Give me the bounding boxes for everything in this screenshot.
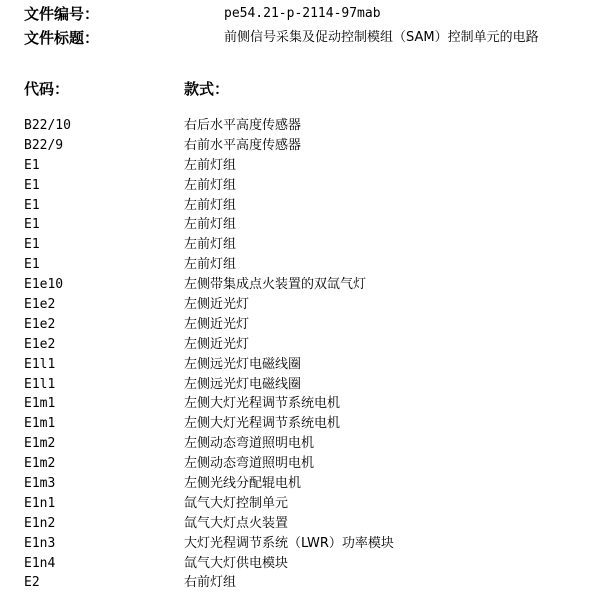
component-code: E1 [24,217,40,233]
component-code: E1m3 [24,476,56,492]
component-description: 左侧大灯光程调节系统电机 [184,416,341,432]
list-item [24,116,302,136]
component-code: B22/9 [24,137,64,153]
component-description: 氙气大灯供电模块 [184,555,289,571]
component-code: E1l1 [24,376,56,392]
doc-title-row [24,28,539,48]
component-code: E1n3 [24,535,56,551]
component-code: E1m2 [24,436,56,452]
list-item [24,196,237,216]
component-description: 氙气大灯点火装置 [184,515,289,531]
component-description: 左前灯组 [184,157,237,173]
list-item [24,275,367,295]
component-description: 左侧近光灯 [184,336,250,352]
component-description: 左前灯组 [184,237,237,253]
component-code: E1e2 [24,316,56,332]
component-description: 氙气大灯控制单元 [184,495,289,511]
component-code: E1e10 [24,277,64,293]
list-item [24,355,302,375]
list-item [24,295,250,315]
component-description: 左侧近光灯 [184,316,250,332]
component-description: 右前水平高度传感器 [184,137,302,153]
component-description: 左侧动态弯道照明电机 [184,436,315,452]
component-description: 左前灯组 [184,217,237,233]
doc-title-label: 文件标题： [24,29,100,47]
component-code: E1m2 [24,456,56,472]
component-description: 左侧远光灯电磁线圈 [184,356,302,372]
component-description: 左侧远光灯电磁线圈 [184,376,302,392]
component-code: E1n2 [24,515,56,531]
component-code: B22/10 [24,118,71,133]
component-code: E1 [24,257,40,273]
component-code: E1m1 [24,416,56,432]
list-item [24,394,341,414]
column-headers [24,78,230,100]
list-item [24,176,237,196]
component-code: E1m1 [24,396,56,412]
list-item [24,474,302,494]
list-item [24,335,250,355]
list-item [24,255,237,275]
component-description: 左前灯组 [184,257,237,273]
component-description: 左侧光线分配辊电机 [184,476,302,492]
code-column-header: 代码： [24,80,70,98]
component-code: E1 [24,197,40,213]
component-code: E1e2 [24,297,56,313]
doc-number-value: pe54.21-p-2114-97mab [224,6,381,21]
component-description: 大灯光程调节系统（LWR）功率模块 [184,535,394,551]
list-item [24,315,250,335]
list-item [24,573,237,593]
list-item [24,534,394,554]
list-item [24,235,237,255]
list-item [24,454,315,474]
component-code: E1n4 [24,555,56,571]
component-code: E1 [24,177,40,193]
component-code: E1 [24,157,40,173]
list-item [24,434,315,454]
list-item [24,136,302,156]
component-code: E1l1 [24,356,56,372]
component-description: 左侧近光灯 [184,297,250,313]
component-description: 右后水平高度传感器 [184,118,302,133]
component-code: E1n1 [24,495,56,511]
list-item [24,514,289,534]
list-item [24,494,289,514]
doc-title-value: 前侧信号采集及促动控制模组（SAM）控制单元的电路 [224,30,539,45]
doc-number-label: 文件编号： [24,5,100,23]
style-column-header: 款式： [184,80,230,98]
component-code: E1 [24,237,40,253]
component-code: E1e2 [24,336,56,352]
list-item [24,215,237,235]
component-list [24,116,394,593]
list-item [24,156,237,176]
component-description: 左侧带集成点火装置的双氙气灯 [184,277,367,293]
list-item [24,375,302,395]
component-description: 左前灯组 [184,197,237,213]
component-description: 左前灯组 [184,177,237,193]
list-item [24,414,341,434]
list-item [24,554,289,574]
component-description: 左侧动态弯道照明电机 [184,456,315,472]
component-description: 左侧大灯光程调节系统电机 [184,396,341,412]
component-code: E2 [24,575,40,591]
component-description: 右前灯组 [184,575,237,591]
doc-number-row [24,4,381,24]
